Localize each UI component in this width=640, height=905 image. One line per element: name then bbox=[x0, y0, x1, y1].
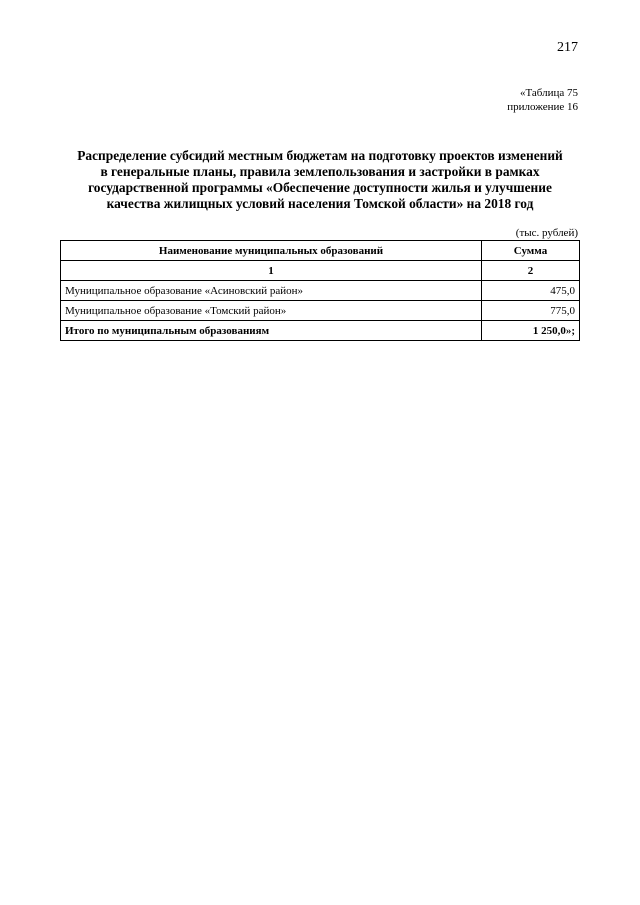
table-row bbox=[61, 301, 580, 321]
header-sum-cell: Сумма bbox=[482, 241, 580, 261]
table-header-row bbox=[61, 241, 580, 261]
subsidy-table bbox=[60, 240, 580, 341]
column-number-1: 1 bbox=[61, 261, 482, 281]
row-sum-cell: 475,0 bbox=[482, 281, 580, 301]
table-ref-line-2: приложение 16 bbox=[507, 101, 578, 113]
column-number-row bbox=[61, 261, 580, 281]
table-ref-line-1: «Таблица 75 bbox=[519, 87, 578, 99]
header-name-cell: Наименование муниципальных образований bbox=[61, 241, 482, 261]
row-name-cell: Муниципальное образование «Томский район» bbox=[61, 301, 482, 321]
total-name-cell: Итого по муниципальным образованиям bbox=[61, 321, 482, 341]
title-line-3: государственной программы «Обеспечение доступности жилья и улучшение bbox=[88, 180, 552, 195]
row-sum-cell: 775,0 bbox=[482, 301, 580, 321]
table-reference bbox=[507, 86, 578, 114]
total-row bbox=[61, 321, 580, 341]
page-number: 217 bbox=[557, 40, 578, 55]
column-number-2: 2 bbox=[482, 261, 580, 281]
table-row bbox=[61, 281, 580, 301]
total-sum-cell: 1 250,0»; bbox=[482, 321, 580, 341]
title-line-4: качества жилищных условий населения Томской области» на 2018 год bbox=[106, 196, 534, 211]
title-line-1: Распределение субсидий местным бюджетам на подготовку проектов изменений bbox=[77, 148, 563, 163]
row-name-cell: Муниципальное образование «Асиновский район» bbox=[61, 281, 482, 301]
document-title bbox=[60, 148, 580, 212]
title-line-2: в генеральные планы, правила землепользования и застройки в рамках bbox=[100, 164, 540, 179]
unit-note: (тыс. рублей) bbox=[515, 227, 578, 239]
